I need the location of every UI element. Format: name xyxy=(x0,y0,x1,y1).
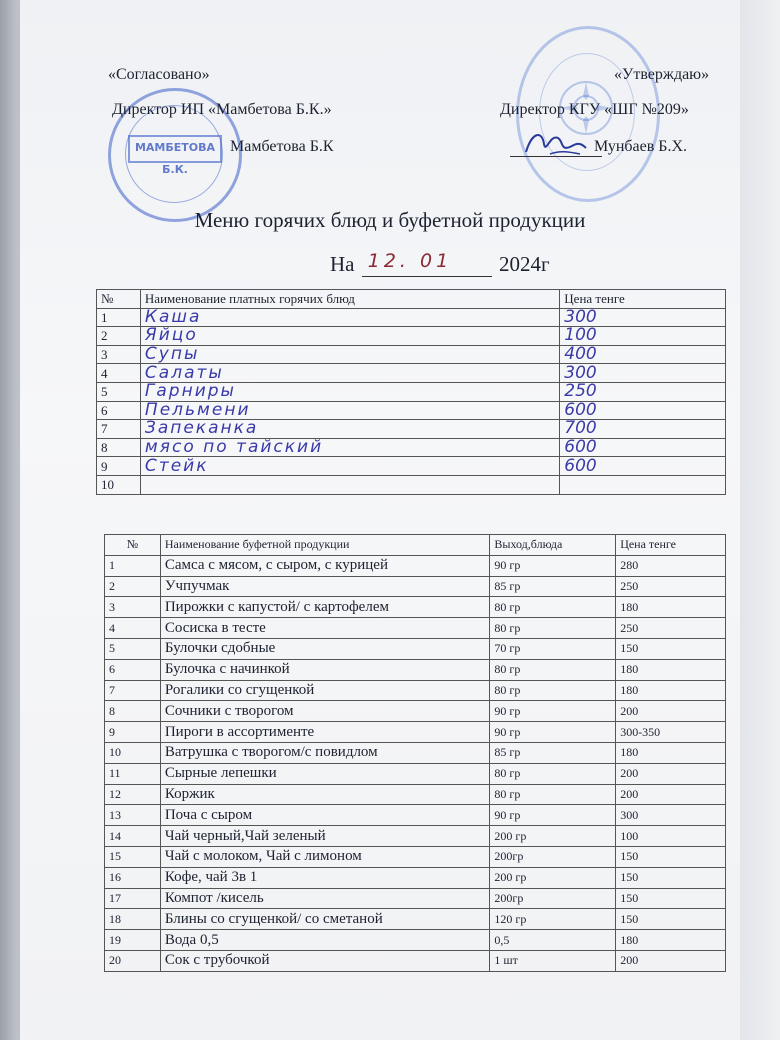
table-row xyxy=(97,382,726,401)
date-field xyxy=(362,250,492,277)
row-price: 300 xyxy=(560,364,726,383)
row-price: 600 xyxy=(560,457,726,476)
col-price: Цена тенге xyxy=(616,535,726,556)
row-price: 150 xyxy=(616,846,726,867)
row-number: 7 xyxy=(97,420,141,439)
col-output: Выход,блюда xyxy=(490,535,616,556)
row-number: 1 xyxy=(97,308,141,327)
row-name: Гарниры xyxy=(140,382,559,401)
table-row xyxy=(97,457,726,476)
row-name: Кофе, чай 3в 1 xyxy=(160,867,490,888)
table-row xyxy=(105,576,726,597)
col-number: № xyxy=(97,290,141,309)
row-number: 3 xyxy=(105,597,161,618)
table-row xyxy=(105,742,726,763)
row-price: 200 xyxy=(616,763,726,784)
row-name: Самса с мясом, с сыром, с курицей xyxy=(160,555,490,576)
col-number: № xyxy=(105,535,161,556)
hot-dishes-table xyxy=(96,289,726,495)
row-price: 180 xyxy=(616,930,726,951)
row-number: 10 xyxy=(97,475,141,494)
row-number: 15 xyxy=(105,846,161,867)
row-price: 180 xyxy=(616,742,726,763)
table-header-row xyxy=(97,290,726,309)
date-handwritten: 12. 01 xyxy=(367,250,453,272)
row-output: 80 гр xyxy=(490,618,616,639)
table-row xyxy=(105,618,726,639)
row-name: Сосиска в тесте xyxy=(160,618,490,639)
row-name: Поча с сыром xyxy=(160,805,490,826)
header-right-role: Директор КГУ «ШГ №209» xyxy=(500,101,689,118)
row-number: 13 xyxy=(105,805,161,826)
row-price: 100 xyxy=(560,327,726,346)
table-row xyxy=(105,805,726,826)
row-output: 90 гр xyxy=(490,805,616,826)
row-price: 200 xyxy=(616,701,726,722)
row-number: 8 xyxy=(105,701,161,722)
row-price: 150 xyxy=(616,867,726,888)
table-row xyxy=(97,308,726,327)
row-name: Яйцо xyxy=(140,327,559,346)
col-price: Цена тенге xyxy=(560,290,726,309)
page-title: Меню горячих блюд и буфетной продукции xyxy=(194,208,586,232)
header-right-top: «Утверждаю» xyxy=(614,66,710,83)
row-name: Компот /кисель xyxy=(160,888,490,909)
table-row xyxy=(105,950,726,971)
stamp-left-label: МАМБЕТОВА Б.К. xyxy=(128,135,222,163)
row-output: 200гр xyxy=(490,888,616,909)
table-row xyxy=(105,701,726,722)
row-price: 250 xyxy=(616,576,726,597)
row-output: 90 гр xyxy=(490,701,616,722)
table-header-row xyxy=(105,535,726,556)
row-price: 200 xyxy=(616,950,726,971)
signature-icon xyxy=(520,124,590,160)
row-name: Рогалики со сгущенкой xyxy=(160,680,490,701)
row-number: 6 xyxy=(97,401,141,420)
table-row xyxy=(105,826,726,847)
row-number: 12 xyxy=(105,784,161,805)
table-row xyxy=(97,345,726,364)
table-row xyxy=(105,846,726,867)
row-number: 20 xyxy=(105,950,161,971)
table-row xyxy=(97,475,726,494)
date-prefix: На xyxy=(330,252,355,276)
row-name: Сырные лепешки xyxy=(160,763,490,784)
row-output: 80 гр xyxy=(490,680,616,701)
table-row xyxy=(97,420,726,439)
row-output: 120 гр xyxy=(490,909,616,930)
row-number: 10 xyxy=(105,742,161,763)
row-number: 7 xyxy=(105,680,161,701)
row-price: 150 xyxy=(616,888,726,909)
row-price: 180 xyxy=(616,680,726,701)
row-number: 4 xyxy=(105,618,161,639)
row-price: 180 xyxy=(616,597,726,618)
row-number: 2 xyxy=(105,576,161,597)
row-name: Супы xyxy=(140,345,559,364)
table-row xyxy=(105,888,726,909)
row-number: 1 xyxy=(105,555,161,576)
row-price: 250 xyxy=(616,618,726,639)
row-output: 80 гр xyxy=(490,763,616,784)
row-number: 5 xyxy=(97,382,141,401)
row-name: Ватрушка с творогом/с повидлом xyxy=(160,742,490,763)
row-output: 80 гр xyxy=(490,784,616,805)
row-output: 85 гр xyxy=(490,576,616,597)
table-row xyxy=(97,364,726,383)
row-price: 180 xyxy=(616,659,726,680)
row-output: 200гр xyxy=(490,846,616,867)
row-name: Салаты xyxy=(140,364,559,383)
row-name: Булочки сдобные xyxy=(160,638,490,659)
row-number: 5 xyxy=(105,638,161,659)
row-output: 85 гр xyxy=(490,742,616,763)
row-output: 200 гр xyxy=(490,867,616,888)
row-name xyxy=(140,475,559,494)
row-output: 80 гр xyxy=(490,659,616,680)
row-name: Чай черный,Чай зеленый xyxy=(160,826,490,847)
table-row xyxy=(105,784,726,805)
row-output: 1 шт xyxy=(490,950,616,971)
row-output: 90 гр xyxy=(490,722,616,743)
row-number: 9 xyxy=(105,722,161,743)
row-name: Запеканка xyxy=(140,420,559,439)
row-name: Пельмени xyxy=(140,401,559,420)
row-number: 17 xyxy=(105,888,161,909)
table-row xyxy=(105,638,726,659)
row-name: мясо по тайский xyxy=(140,438,559,457)
row-number: 8 xyxy=(97,438,141,457)
row-price: 300-350 xyxy=(616,722,726,743)
row-number: 4 xyxy=(97,364,141,383)
row-price: 250 xyxy=(560,382,726,401)
row-number: 3 xyxy=(97,345,141,364)
col-name: Наименование платных горячих блюд xyxy=(140,290,559,309)
row-output: 0,5 xyxy=(490,930,616,951)
header-left-role: Директор ИП «Мамбетова Б.К.» xyxy=(112,101,332,118)
date-line xyxy=(330,252,550,277)
row-number: 18 xyxy=(105,909,161,930)
table-row xyxy=(105,555,726,576)
table-row xyxy=(105,680,726,701)
row-price: 700 xyxy=(560,420,726,439)
row-name: Сок с трубочкой xyxy=(160,950,490,971)
table-row xyxy=(105,659,726,680)
row-name: Коржик xyxy=(160,784,490,805)
row-price: 400 xyxy=(560,345,726,364)
row-price xyxy=(560,475,726,494)
row-name: Сочники с творогом xyxy=(160,701,490,722)
row-price: 280 xyxy=(616,555,726,576)
col-name: Наименование буфетной продукции xyxy=(160,535,490,556)
row-number: 9 xyxy=(97,457,141,476)
table-row xyxy=(97,401,726,420)
row-name: Пироги в ассортименте xyxy=(160,722,490,743)
row-output: 80 гр xyxy=(490,597,616,618)
table-row xyxy=(97,327,726,346)
table-row xyxy=(105,930,726,951)
row-output: 70 гр xyxy=(490,638,616,659)
row-output: 90 гр xyxy=(490,555,616,576)
row-price: 300 xyxy=(616,805,726,826)
row-price: 150 xyxy=(616,638,726,659)
row-number: 11 xyxy=(105,763,161,784)
table-row xyxy=(105,867,726,888)
background-left xyxy=(0,0,22,1040)
header-right-name: Мунбаев Б.Х. xyxy=(594,138,688,155)
row-price: 600 xyxy=(560,401,726,420)
header-left-top: «Согласовано» xyxy=(108,66,210,83)
row-name: Чай с молоком, Чай с лимоном xyxy=(160,846,490,867)
row-price: 300 xyxy=(560,308,726,327)
row-number: 2 xyxy=(97,327,141,346)
row-name: Каша xyxy=(140,308,559,327)
row-price: 200 xyxy=(616,784,726,805)
row-name: Стейк xyxy=(140,457,559,476)
row-price: 150 xyxy=(616,909,726,930)
row-name: Пирожки с капустой/ с картофелем xyxy=(160,597,490,618)
table-row xyxy=(105,909,726,930)
row-name: Учпучмак xyxy=(160,576,490,597)
row-number: 16 xyxy=(105,867,161,888)
row-price: 100 xyxy=(616,826,726,847)
table-row xyxy=(105,597,726,618)
row-name: Булочка с начинкой xyxy=(160,659,490,680)
buffet-table xyxy=(104,534,726,972)
background-right xyxy=(740,0,780,1040)
header-left-name: Мамбетова Б.К xyxy=(230,138,334,155)
table-row xyxy=(105,763,726,784)
date-suffix: 2024г xyxy=(499,252,550,276)
row-name: Блины со сгущенкой/ со сметаной xyxy=(160,909,490,930)
row-price: 600 xyxy=(560,438,726,457)
row-output: 200 гр xyxy=(490,826,616,847)
row-number: 6 xyxy=(105,659,161,680)
row-number: 19 xyxy=(105,930,161,951)
row-number: 14 xyxy=(105,826,161,847)
table-row xyxy=(97,438,726,457)
row-name: Вода 0,5 xyxy=(160,930,490,951)
table-row xyxy=(105,722,726,743)
